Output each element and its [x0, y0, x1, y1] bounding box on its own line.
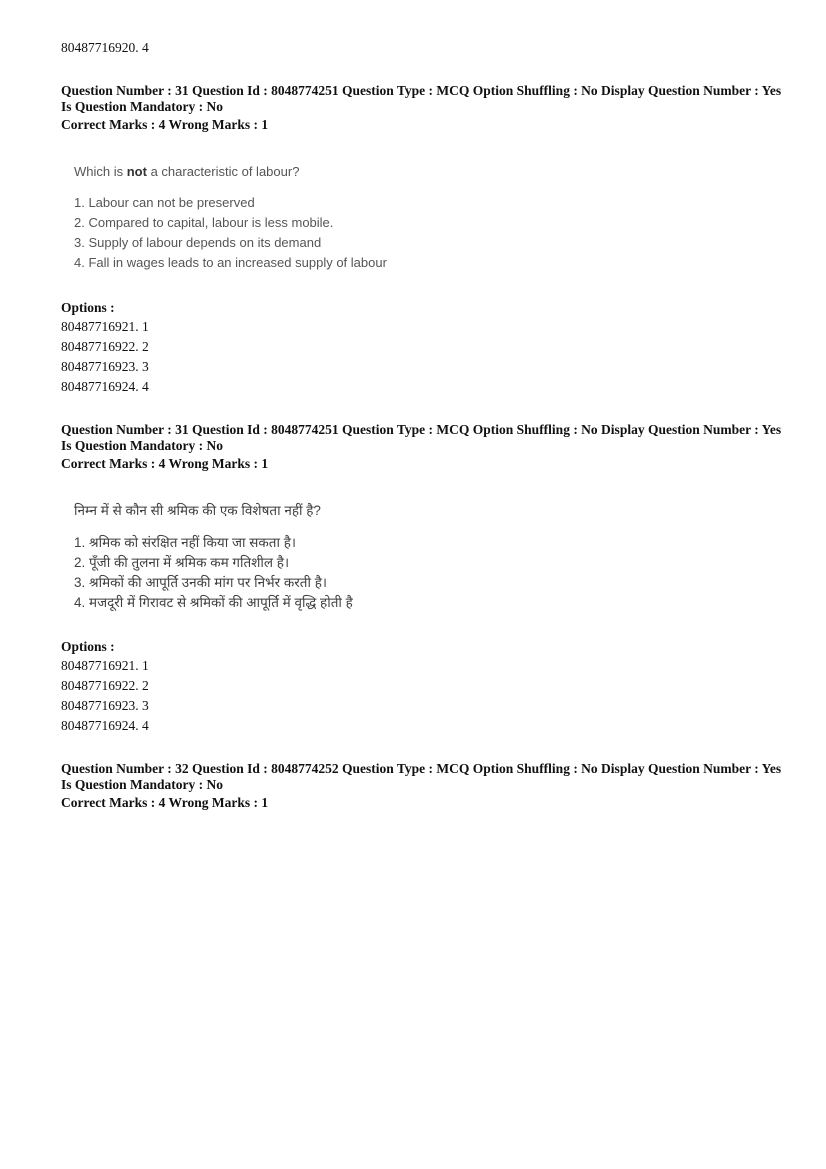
options-label: Options : — [61, 300, 115, 315]
option-line: 80487716921. 1 — [61, 319, 149, 334]
question-mandatory-line: Is Question Mandatory : No — [61, 99, 224, 114]
question-choice: 4. मजदूरी में गिरावट से श्रमिकों की आपूर्ति में वृद्धि होती है — [74, 595, 353, 610]
question-choice: 3. Supply of labour depends on its demand — [74, 235, 322, 250]
question-marks-line: Correct Marks : 4 Wrong Marks : 1 — [61, 795, 269, 810]
option-line: 80487716924. 4 — [61, 379, 149, 394]
question-choice: 2. Compared to capital, labour is less mobile. — [74, 215, 334, 230]
question-choice: 2. पूँजी की तुलना में श्रमिक कम गतिशील है। — [74, 555, 290, 570]
question-choices — [74, 193, 387, 273]
question-image-english — [74, 164, 387, 273]
question-stem: निम्न में से कौन सी श्रमिक की एक विशेषता नहीं है? — [74, 503, 321, 518]
question-choice: 3. श्रमिकों की आपूर्ति उनकी मांग पर निर्भर करती है। — [74, 575, 328, 590]
question-choice: 1. श्रमिक को संरक्षित नहीं किया जा सकता है। — [74, 535, 296, 550]
question-choice: 4. Fall in wages leads to an increased supply of labour — [74, 255, 387, 270]
option-line: 80487716924. 4 — [61, 718, 149, 733]
question-marks-line: Correct Marks : 4 Wrong Marks : 1 — [61, 117, 269, 132]
question-marks-line: Correct Marks : 4 Wrong Marks : 1 — [61, 456, 269, 471]
question-mandatory-line: Is Question Mandatory : No — [61, 438, 224, 453]
question-choice: 1. Labour can not be preserved — [74, 195, 255, 210]
question-mandatory-line: Is Question Mandatory : No — [61, 777, 224, 792]
options-label: Options : — [61, 639, 115, 654]
option-line: 80487716923. 3 — [61, 698, 149, 713]
question-meta-line: Question Number : 31 Question Id : 8048774251 Question Type : MCQ Option Shuffling : No Display Question Number : Yes — [61, 83, 782, 98]
option-line: 80487716922. 2 — [61, 339, 149, 354]
option-line: 80487716922. 2 — [61, 678, 149, 693]
option-line: 80487716923. 3 — [61, 359, 149, 374]
option-line: 80487716921. 1 — [61, 658, 149, 673]
question-stem: Which is not a characteristic of labour? — [74, 164, 300, 179]
question-image-hindi — [74, 501, 353, 613]
question-meta-line: Question Number : 32 Question Id : 8048774252 Question Type : MCQ Option Shuffling : No Display Question Number : Yes — [61, 761, 782, 776]
question-stem-emphasis: not — [126, 164, 147, 179]
question-meta-line: Question Number : 31 Question Id : 8048774251 Question Type : MCQ Option Shuffling : No Display Question Number : Yes — [61, 422, 782, 437]
question-choices — [74, 533, 353, 613]
previous-option-line: 80487716920. 4 — [61, 40, 149, 55]
